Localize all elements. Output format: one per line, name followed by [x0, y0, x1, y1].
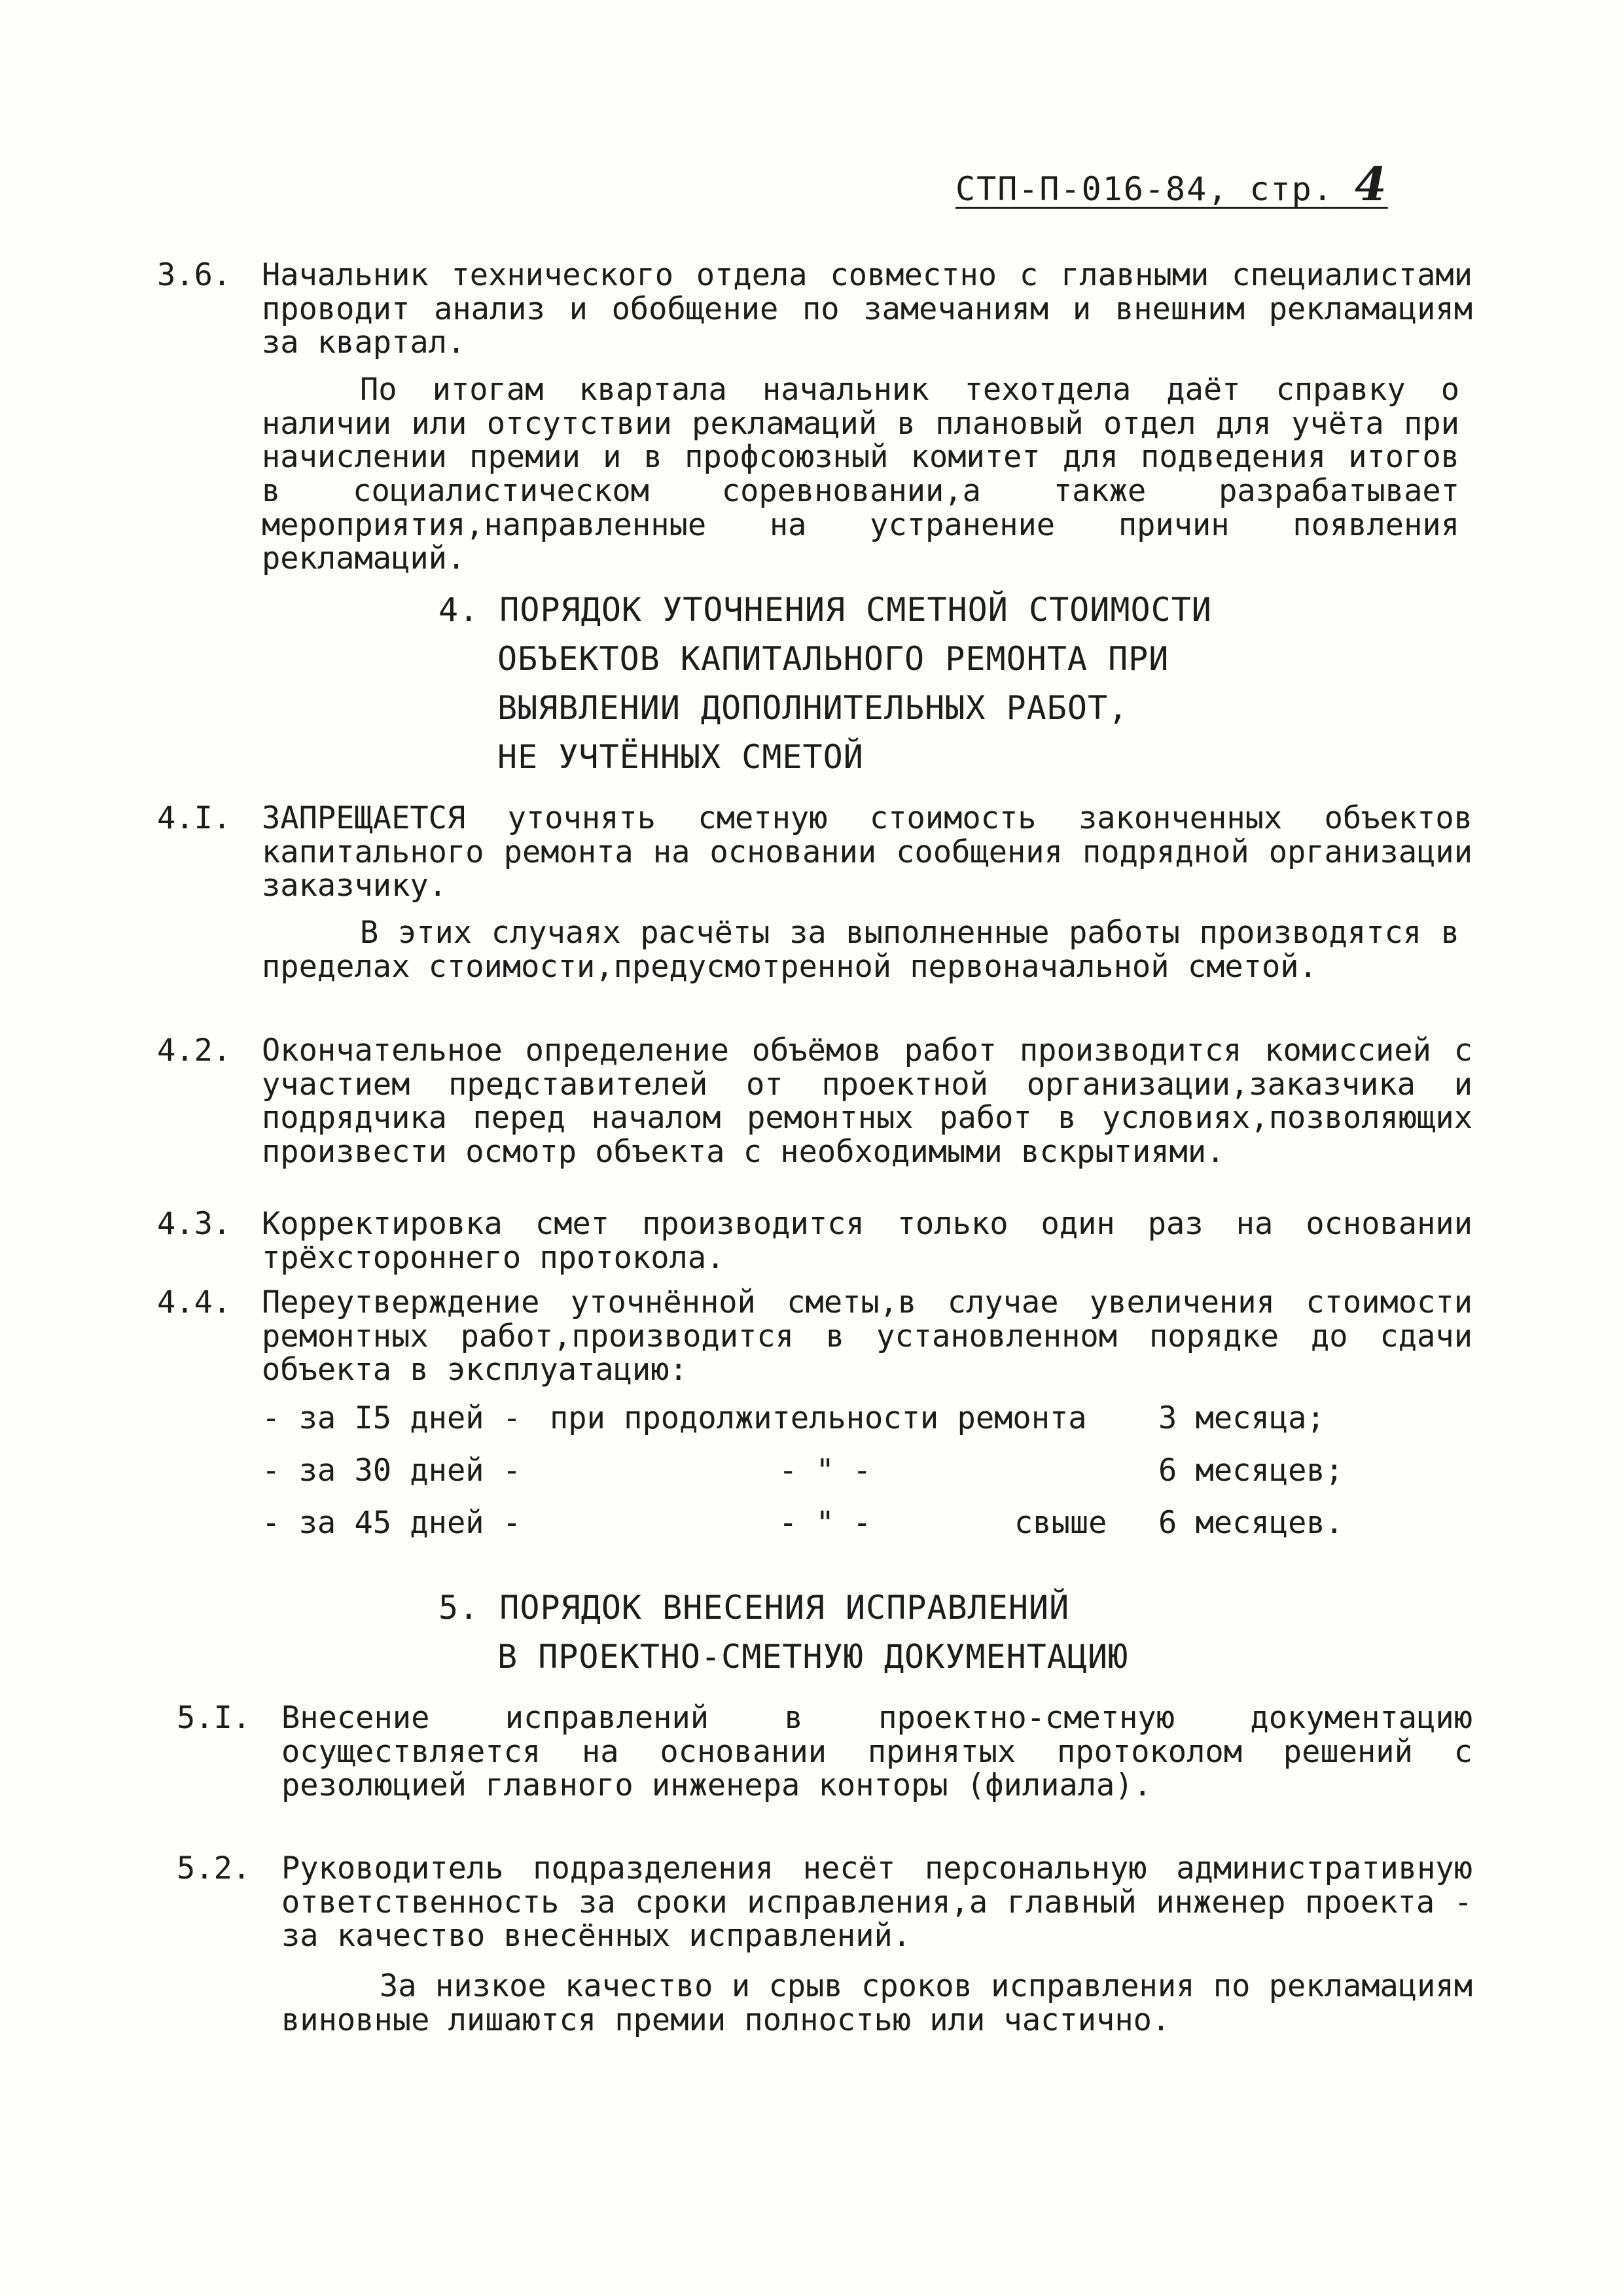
- term-months: 6 месяцев.: [1158, 1505, 1344, 1541]
- clause-text: Начальник технического отдела совместно с главными специалистами проводит анализ и обобщение по замечаниям и внешним рекламациям за квартал.: [262, 257, 1472, 361]
- page-number: 4: [1354, 157, 1388, 211]
- term-condition: - " -: [779, 1453, 872, 1489]
- section-title-line: 4. ПОРЯДОК УТОЧНЕНИЯ СМЕТНОЙ СТОИМОСТИ: [438, 591, 1212, 629]
- clause-5-2-paragraph: [281, 1969, 1472, 2037]
- term-days: - за 30 дней -: [262, 1453, 522, 1489]
- term-row: [262, 1400, 1374, 1439]
- term-over: свыше: [1014, 1505, 1107, 1541]
- clause-text: Руководитель подразделения несёт персональную административную ответственность за сроки исправления,а главный инженер проекта - за качество внесённых исправлений.: [281, 1850, 1472, 1954]
- clause-4-1-paragraph: [262, 916, 1459, 983]
- clause-text: Окончательное определение объёмов работ производится комиссией с участием представителей от проектной организации,заказчика и подрядчика перед началом ремонтных работ в условиях,позволяющих произвести осмотр объекта с необходимыми вскрытиями.: [262, 1033, 1472, 1171]
- clause-number: 4.2.: [157, 1033, 232, 1069]
- clause-text: ЗАПРЕЩАЕТСЯ уточнять сметную стоимость законченных объектов капитального ремонта на основании сообщения подрядной организации заказчику.: [262, 800, 1472, 904]
- clause-text: Внесение исправлений в проектно-сметную документацию осуществляется на основании принятых протоколом решений с резолюцией главного инженера конторы (филиала).: [281, 1700, 1472, 1804]
- clause-number: 5.I.: [177, 1700, 251, 1736]
- clause-text: Корректировка смет производится только один раз на основании трёхстороннего протокола.: [262, 1206, 1472, 1276]
- term-months: 3 месяца;: [1158, 1400, 1325, 1436]
- clause-3-6-paragraph: [262, 373, 1459, 576]
- clause-number: 5.2.: [177, 1850, 251, 1886]
- section-title-line: 5. ПОРЯДОК ВНЕСЕНИЯ ИСПРАВЛЕНИЙ: [438, 1589, 1070, 1627]
- clause-number: 4.I.: [157, 800, 232, 836]
- section-title-line: ОБЪЕКТОВ КАПИТАЛЬНОГО РЕМОНТА ПРИ: [497, 640, 1169, 678]
- term-days: - за I5 дней -: [262, 1400, 522, 1436]
- paragraph-text: За низкое качество и срыв сроков исправления по рекламациям виновные лишаются премии полностью или частично.: [281, 1968, 1472, 2038]
- page-header: [955, 157, 1427, 211]
- paragraph-text: В этих случаях расчёты за выполненные работы производятся в пределах стоимости,предусмотренной первоначальной сметой.: [262, 915, 1459, 985]
- term-condition: при продолжительности ремонта: [550, 1400, 1087, 1436]
- section-title-line: В ПРОЕКТНО-СМЕТНУЮ ДОКУМЕНТАЦИЮ: [497, 1638, 1129, 1676]
- clause-text: Переутверждение уточнённой сметы,в случае увеличения стоимости ремонтных работ,производится в установленном порядке до сдачи объекта в эксплуатацию:: [262, 1284, 1472, 1388]
- term-days: - за 45 дней -: [262, 1505, 522, 1541]
- clause-number: 3.6.: [157, 257, 232, 293]
- section-5-title: [438, 1583, 1128, 1682]
- clause-number: 4.3.: [157, 1206, 232, 1242]
- section-4-title: [438, 586, 1212, 782]
- paragraph-text: По итогам квартала начальник техотдела даёт справку о наличии или отсутствии рекламаций в плановый отдел для учёта при начислении премии и в профсоюзный комитет для подведения итогов в социалистическом соревновании,а также разрабатывает мероприятия,направленные на устранение причин появления рекламаций.: [262, 372, 1459, 577]
- term-row: [262, 1505, 1374, 1544]
- section-title-line: ВЫЯВЛЕНИИ ДОПОЛНИТЕЛЬНЫХ РАБОТ,: [497, 689, 1129, 727]
- term-months: 6 месяцев;: [1158, 1453, 1344, 1489]
- document-code: СТП-П-016-84, стр.: [955, 170, 1334, 208]
- term-condition: - " -: [779, 1505, 872, 1541]
- term-row: [262, 1453, 1374, 1492]
- section-title-line: НЕ УЧТЁННЫХ СМЕТОЙ: [497, 738, 864, 776]
- clause-number: 4.4.: [157, 1284, 232, 1320]
